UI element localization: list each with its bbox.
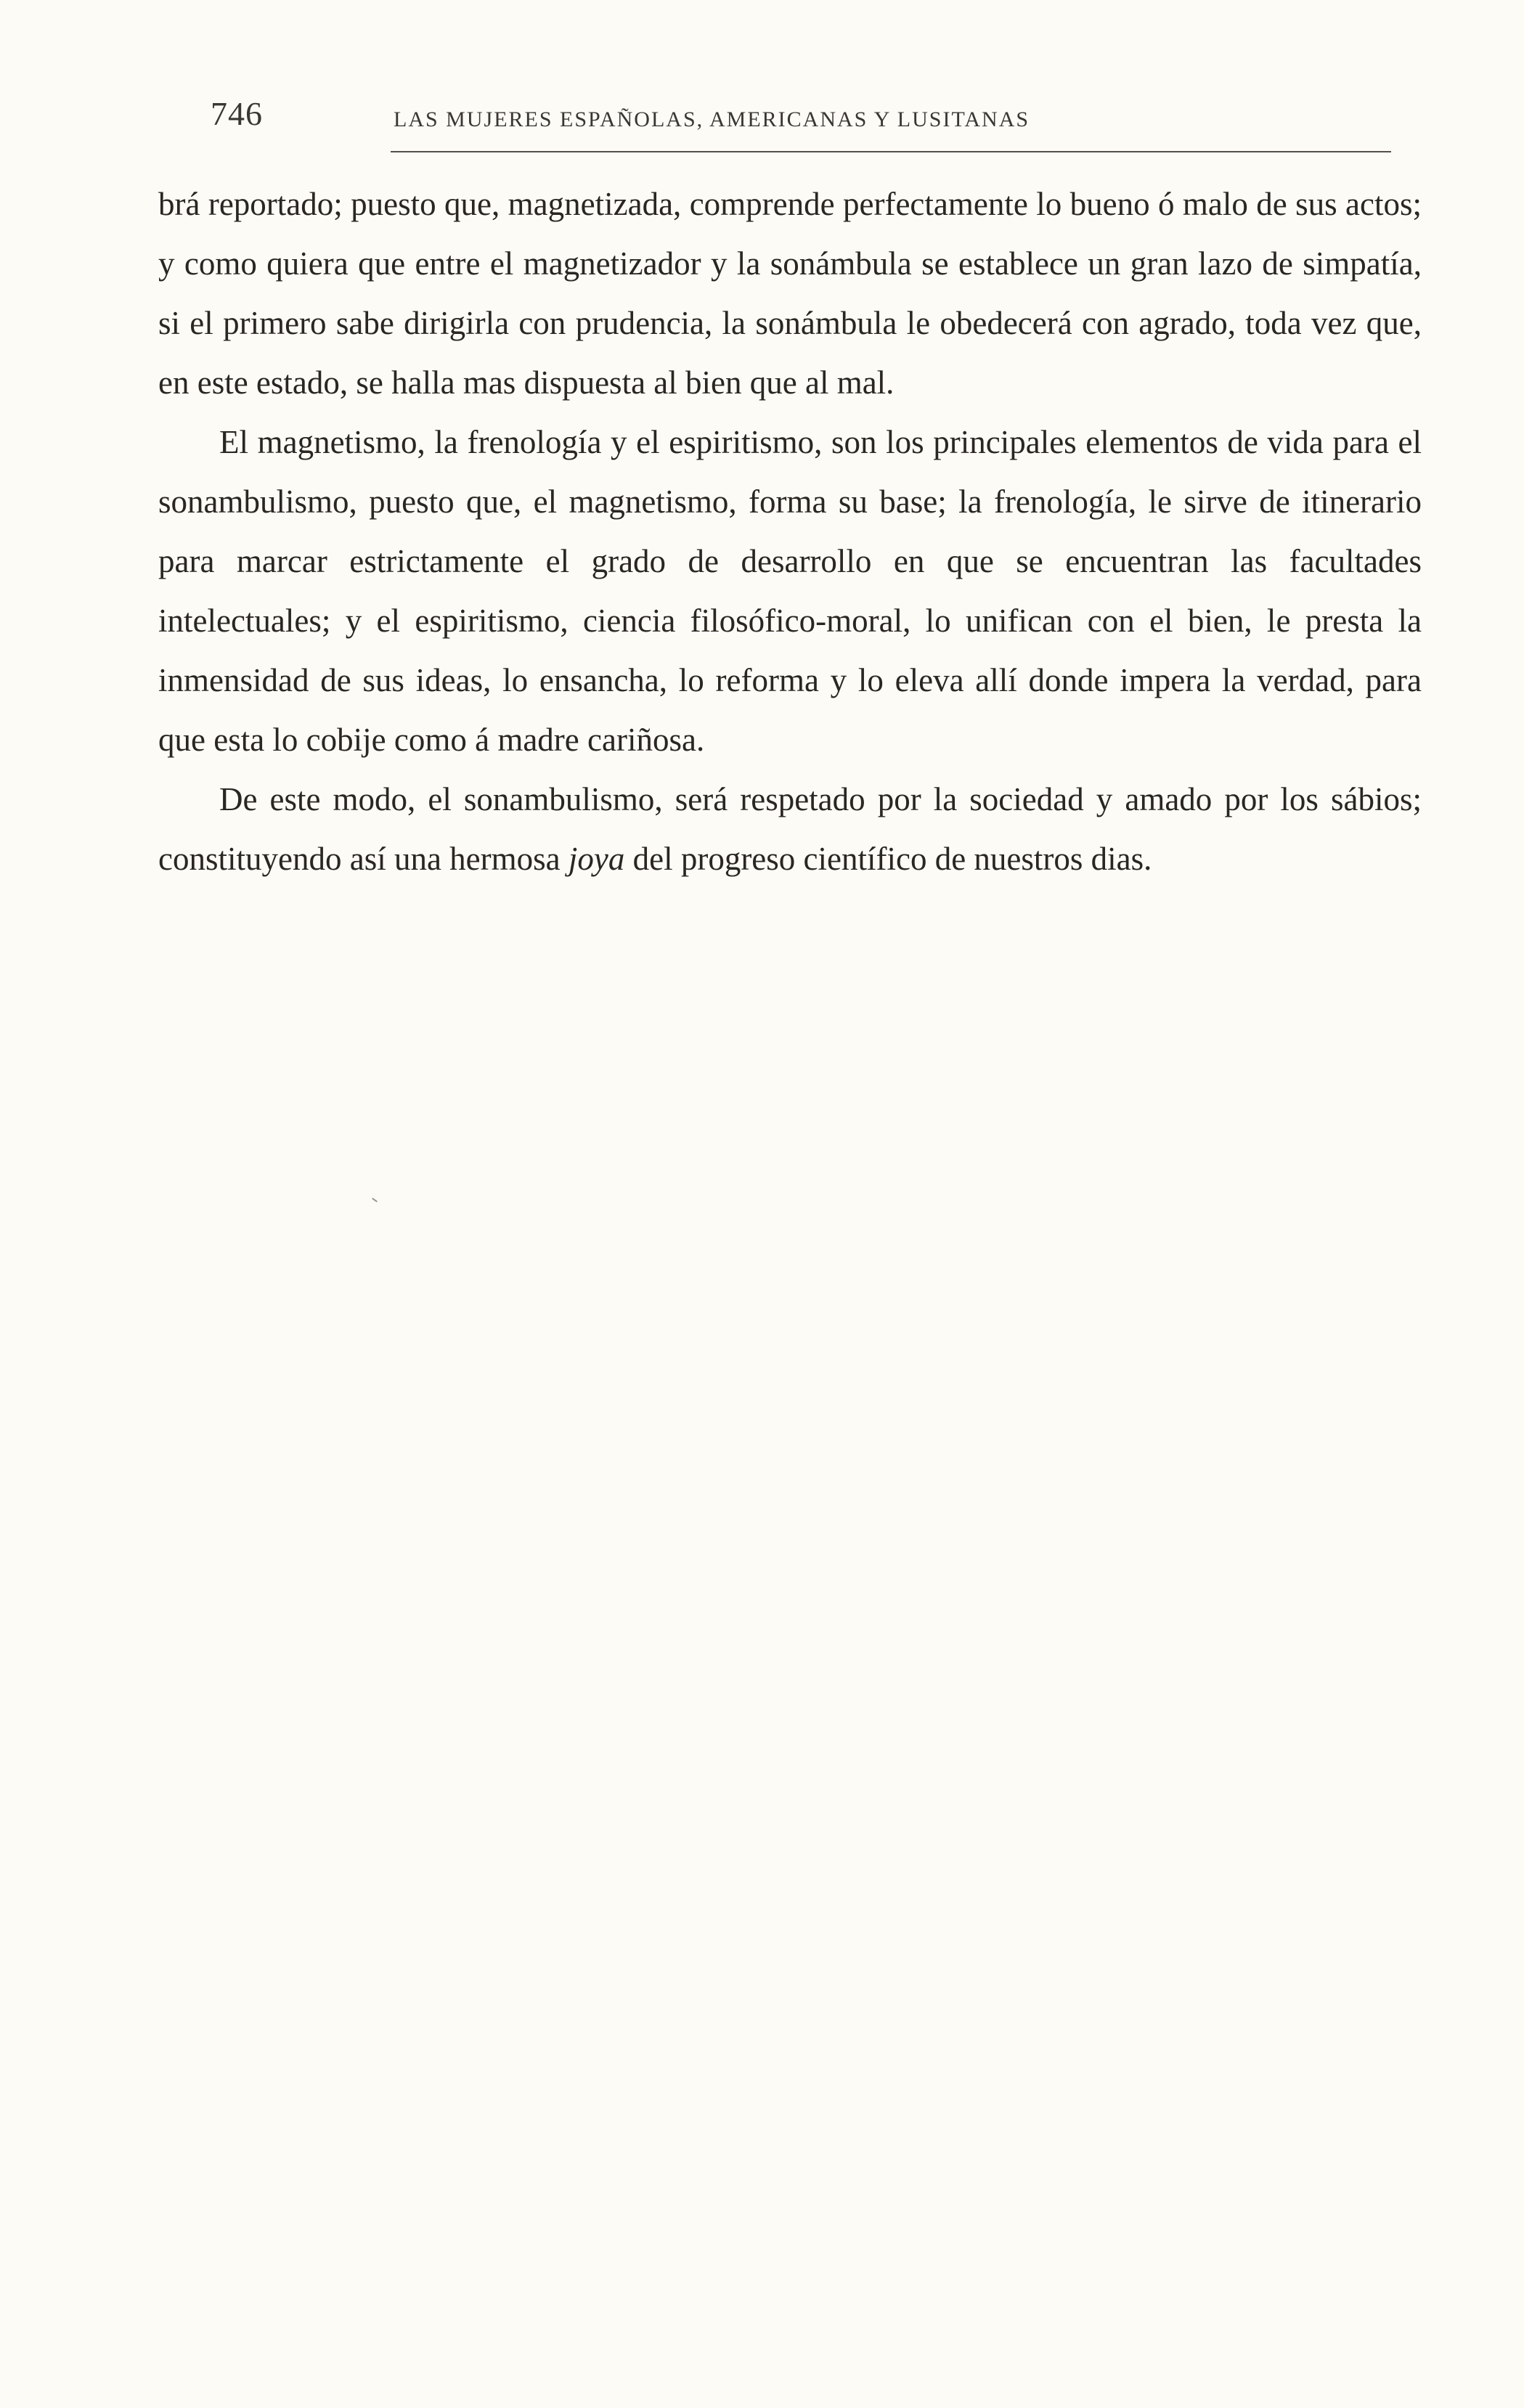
page-number: 746 <box>211 95 263 132</box>
paragraph-1: brá reportado; puesto que, magnetizada, comprende perfectamente lo bueno ó malo de sus actos; y como quiera que entre el magnetizador y la sonámbula se establece un gran lazo de simpatía, si el primero sabe dirigirla con prudencia, la sonámbula le obedecerá con agrado, toda vez que, en este estado, se halla mas dispuesta al bien que al mal. <box>158 186 1422 401</box>
paragraph-3-text-start: De este modo, el sonambulismo, será respetado por la sociedad y amado por los sábios; constituyendo así una hermosa <box>158 781 1422 877</box>
running-title: LAS MUJERES ESPAÑOLAS, AMERICANAS Y LUSITANAS <box>394 107 1030 131</box>
stray-ink-mark <box>372 1198 378 1202</box>
italic-word: joya <box>568 841 625 877</box>
header-rule <box>391 151 1391 152</box>
page-header <box>211 94 1422 152</box>
paragraph-3 <box>158 770 1422 889</box>
paragraph-3-text-end: del progreso científico de nuestros dias. <box>624 841 1152 877</box>
paragraph-2: El magnetismo, la frenología y el espiritismo, son los principales elementos de vida para el sonambulismo, puesto que, el magnetismo, forma su base; la frenología, le sirve de itinerario para marcar estrictamente el grado de desarrollo en que se encuentran las facultades intelectuales; y el espiritismo, ciencia filosófico-moral, lo unifican con el bien, le presta la inmensidad de sus ideas, lo ensancha, lo reforma y lo eleva allí donde impera la verdad, para que esta lo cobije como á madre cariñosa. <box>158 424 1422 758</box>
body-text <box>158 174 1422 889</box>
